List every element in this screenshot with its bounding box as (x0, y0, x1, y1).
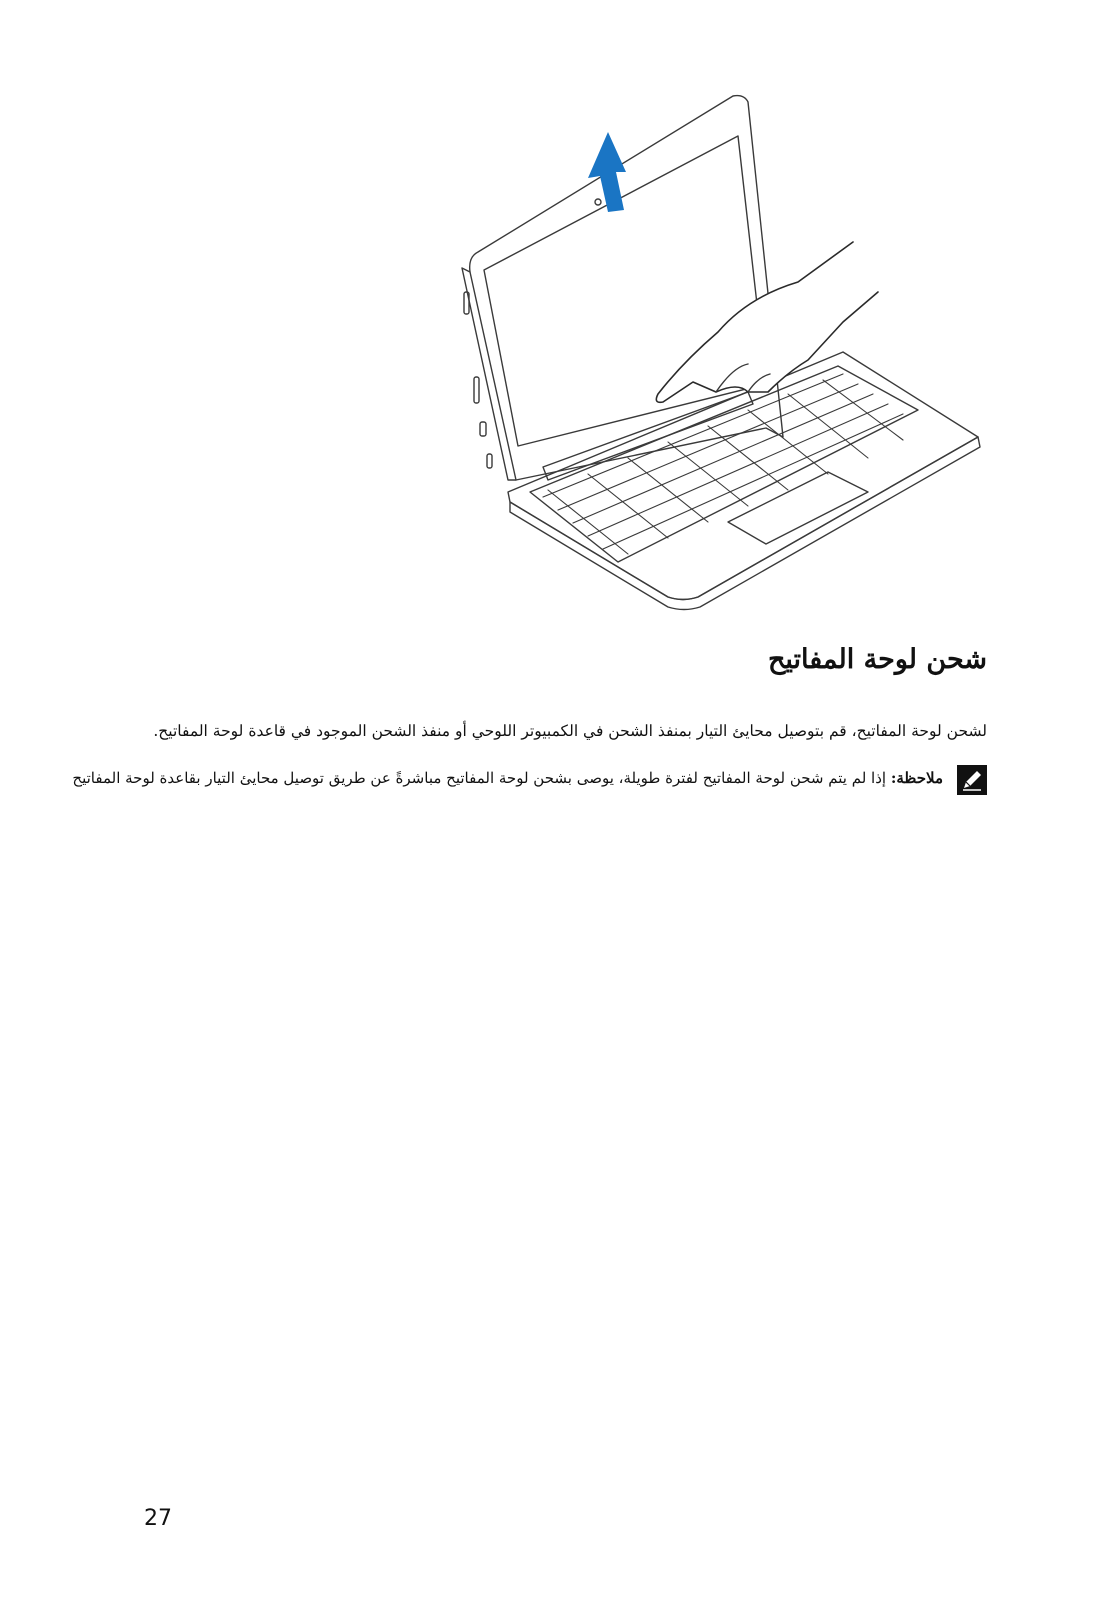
lift-arrow-icon (588, 132, 626, 212)
hand (656, 242, 878, 402)
tablet-body (470, 96, 783, 480)
note-block (72, 760, 987, 800)
note-text-line (72, 766, 943, 790)
body-paragraph: لشحن لوحة المفاتيح، قم بتوصيل محايئ التيار بمنفذ الشحن في الكمبيوتر اللوحي أو منفذ الشحن الموجود في قاعدة لوحة المفاتيح. (153, 722, 987, 740)
note-label: ملاحظة: (890, 769, 943, 787)
pencil-note-icon (957, 765, 987, 795)
page-number: 27 (144, 1506, 172, 1531)
tablet-display (484, 136, 766, 446)
note-text: إذا لم يتم شحن لوحة المفاتيح لفترة طويلة، يوصى بشحن لوحة المفاتيح مباشرةً عن طريق توصيل محايئ التيار بقاعدة لوحة المفاتيح (72, 769, 887, 787)
section-title: شحن لوحة المفاتيح (767, 644, 987, 675)
laptop-detach-illustration (448, 92, 993, 612)
